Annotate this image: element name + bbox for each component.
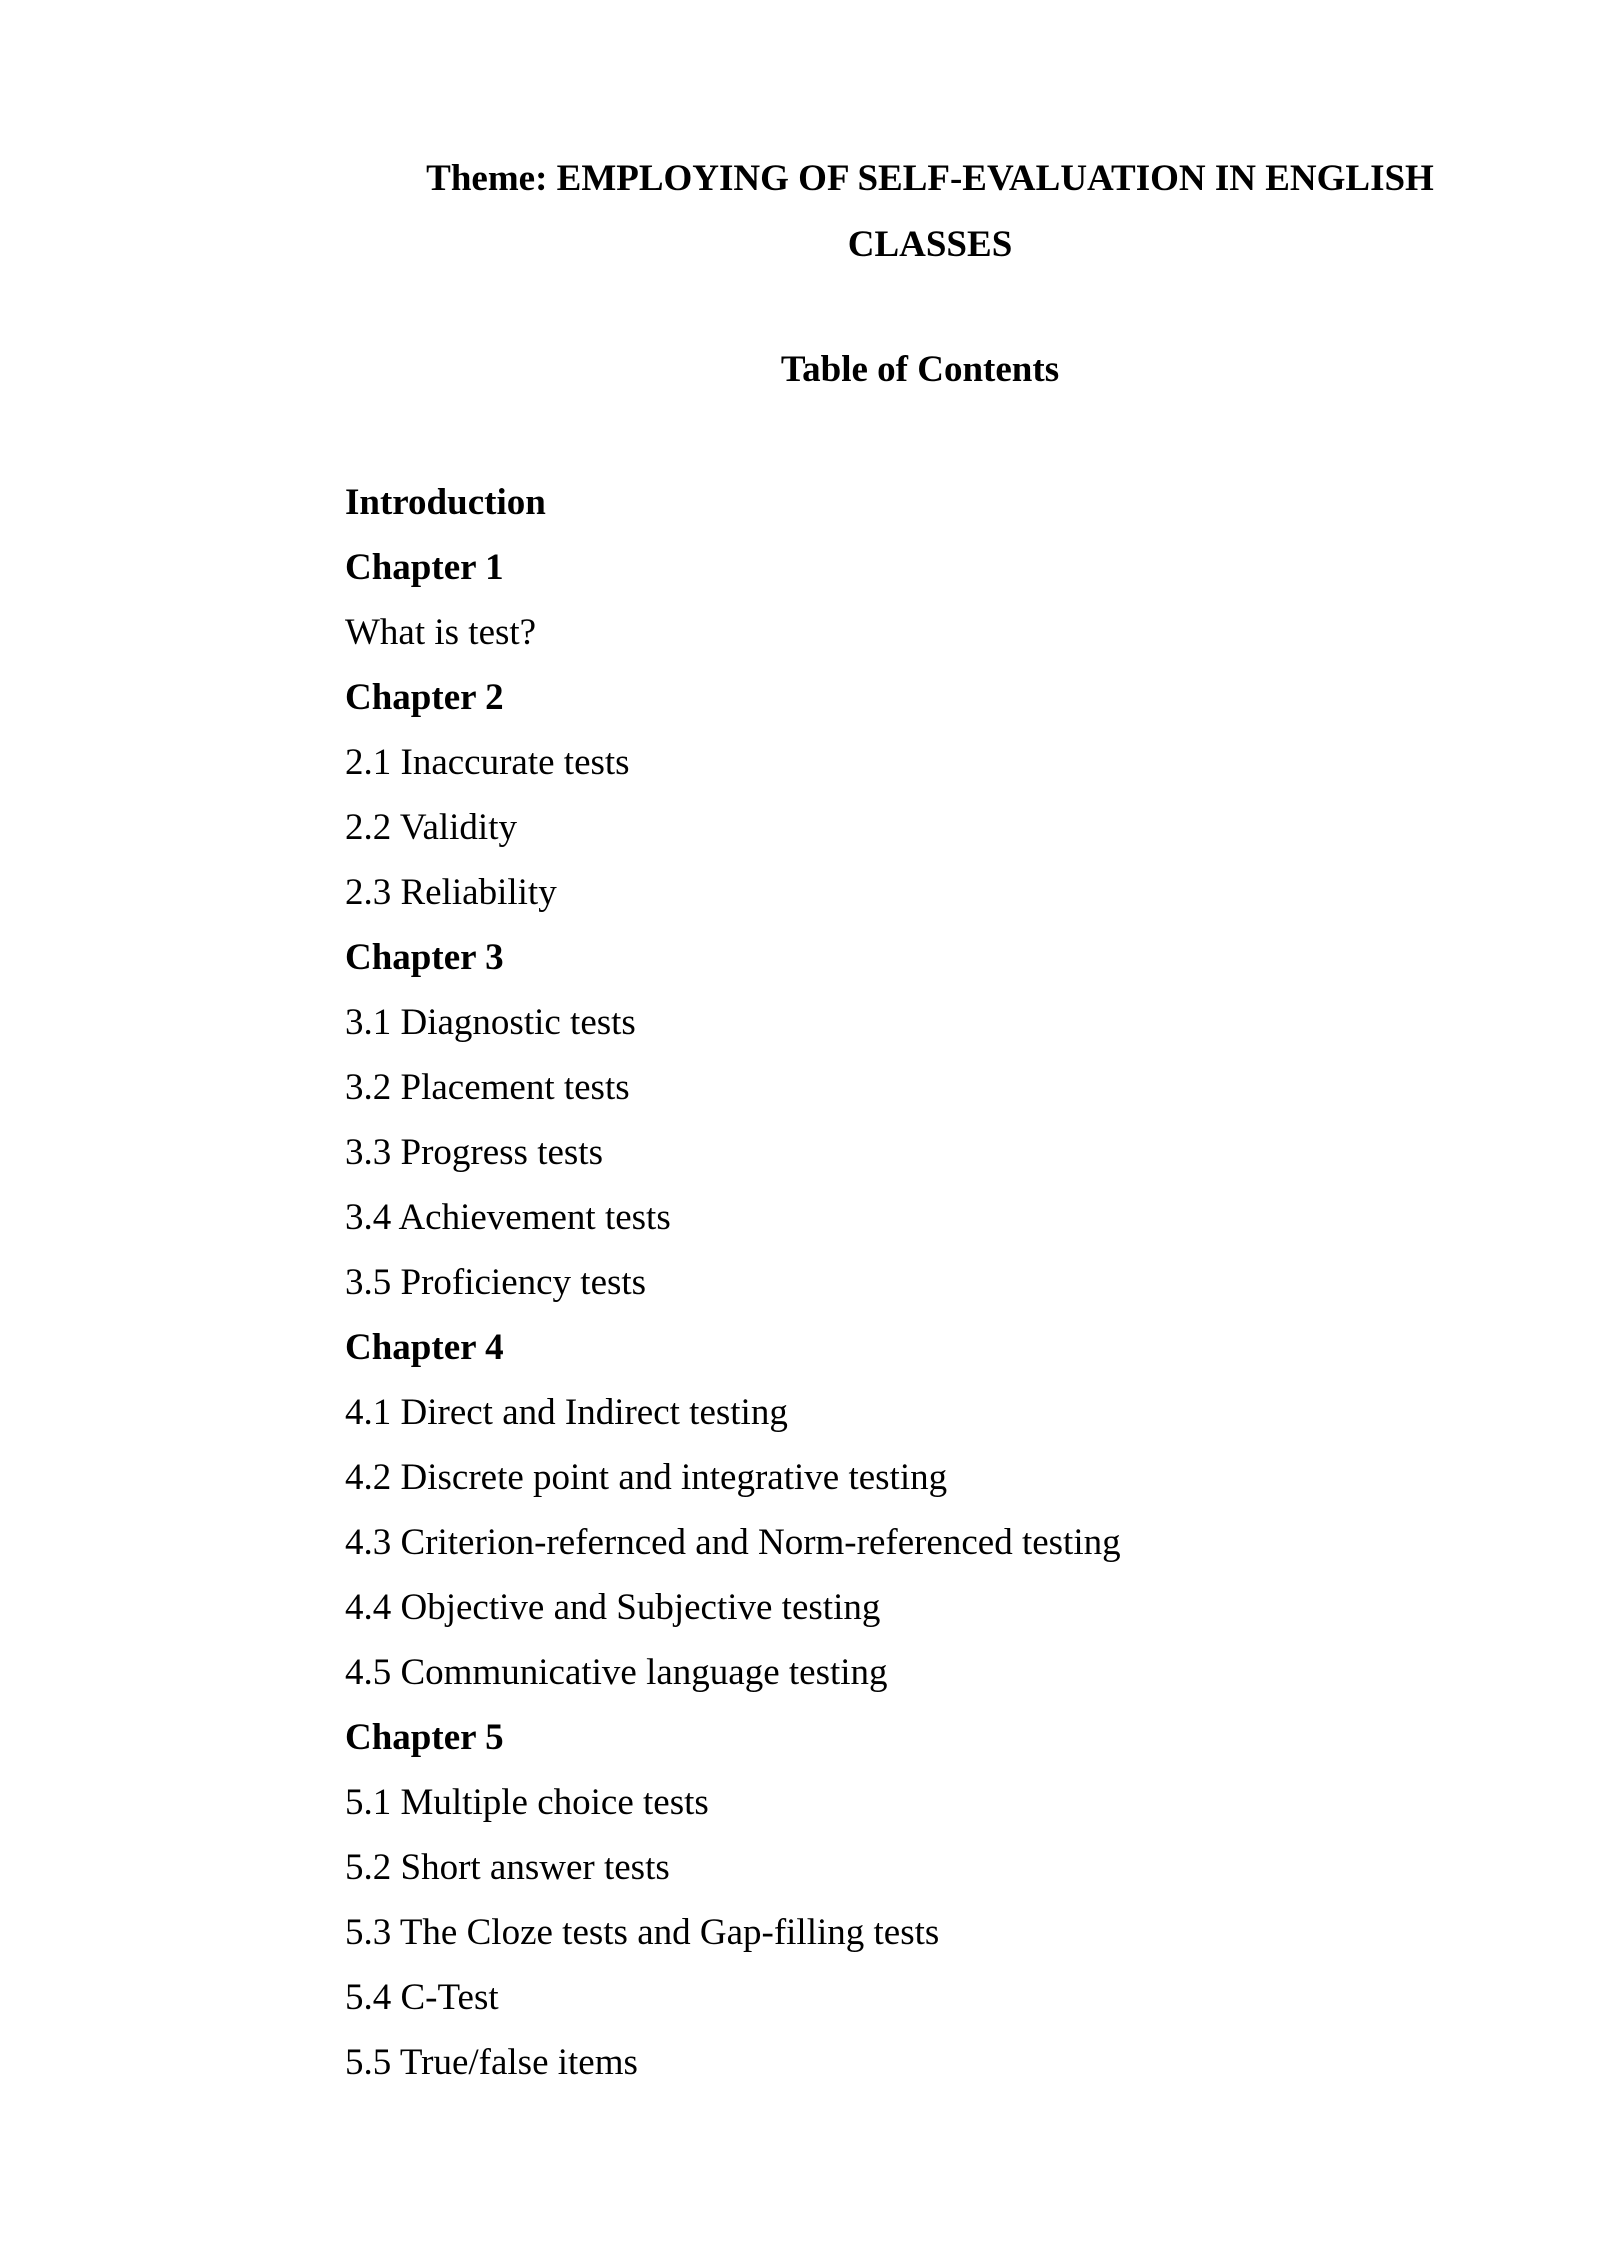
table-of-contents bbox=[345, 470, 1121, 2095]
toc-entry: 3.2 Placement tests bbox=[345, 1067, 630, 1108]
toc-chapter-heading: Chapter 1 bbox=[345, 547, 504, 588]
toc-entry: 2.2 Validity bbox=[345, 807, 517, 848]
toc-entry: 3.1 Diagnostic tests bbox=[345, 1002, 636, 1043]
toc-entry: 4.1 Direct and Indirect testing bbox=[345, 1392, 788, 1433]
toc-entry: 5.5 True/false items bbox=[345, 2042, 638, 2083]
toc-entry: 3.4 Achievement tests bbox=[345, 1197, 671, 1238]
toc-entry: 4.2 Discrete point and integrative testing bbox=[345, 1457, 948, 1498]
toc-entry: What is test? bbox=[345, 612, 537, 653]
toc-chapter-heading: Chapter 3 bbox=[345, 937, 504, 978]
document-title: Theme: EMPLOYING OF SELF-EVALUATION IN ENGLISH CLASSES bbox=[426, 158, 1434, 265]
toc-entry: 5.3 The Cloze tests and Gap-filling tests bbox=[345, 1912, 940, 1953]
toc-chapter-heading: Chapter 2 bbox=[345, 677, 504, 718]
toc-chapter-heading: Chapter 4 bbox=[345, 1327, 504, 1368]
toc-entry: 5.2 Short answer tests bbox=[345, 1847, 670, 1888]
toc-entry: 4.5 Communicative language testing bbox=[345, 1652, 888, 1693]
toc-entry: 4.4 Objective and Subjective testing bbox=[345, 1587, 881, 1628]
toc-entry: 2.1 Inaccurate tests bbox=[345, 742, 630, 783]
toc-heading: Table of Contents bbox=[780, 349, 1060, 390]
toc-entry: 4.3 Criterion-refernced and Norm-referenced testing bbox=[345, 1522, 1121, 1563]
toc-entry: 3.5 Proficiency tests bbox=[345, 1262, 647, 1303]
toc-chapter-heading: Chapter 5 bbox=[345, 1717, 504, 1758]
toc-entry: 2.3 Reliability bbox=[345, 872, 557, 913]
toc-entry: 5.4 C-Test bbox=[345, 1977, 499, 2018]
toc-entry: 3.3 Progress tests bbox=[345, 1132, 603, 1173]
toc-entry: 5.1 Multiple choice tests bbox=[345, 1782, 709, 1823]
toc-chapter-heading: Introduction bbox=[345, 482, 546, 523]
